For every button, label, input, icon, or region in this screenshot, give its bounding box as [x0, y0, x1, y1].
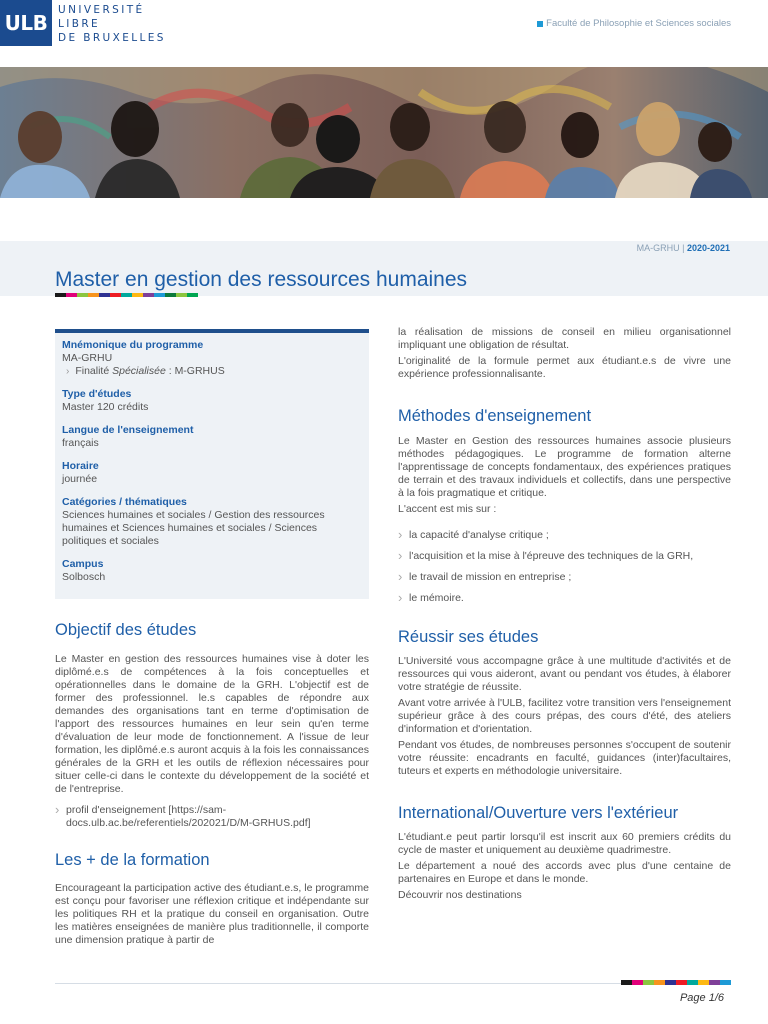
reussir-p3: Pendant vos études, de nombreuses personnes s'occupent de soutenir votre réussite: encadrants en faculté, guidances (inter)facultaires, tuteurs et experts en méthodologie universitaire. [398, 739, 731, 777]
finalite-type: Spécialisée [112, 365, 166, 377]
campus-label: Campus [62, 558, 104, 570]
type-label: Type d'études [62, 388, 132, 400]
methodes-heading: Méthodes d'enseignement [398, 407, 592, 425]
color-strip-segment [154, 293, 165, 297]
categories-label: Catégories / thématiques [62, 496, 187, 508]
color-strip-segment [132, 293, 143, 297]
logo-line-3: DE BRUXELLES [58, 32, 166, 44]
objectif-text: Le Master en gestion des ressources humaines vise à doter les diplômé.e.s de compétences à la fois conceptuelles et opérationnelles dans le domaine de la GRH. L'objectif est de former des professionnel. le.s capables de répondre aux demandes des organisations tant en terme d'optimisation de l'apport des ressources humaines en leur sein qu'en terme d'évaluation de leur mode de fonctionnement. A l'issue de leur formation, les diplômé.e.s auront acquis à la fois les connaissances générales de la GRH et les outils de réflexion nécessaires pour situer celle-ci dans le contexte du développement de la société et de l'entreprise. [55, 653, 369, 795]
page-title: Master en gestion des ressources humaines [55, 268, 468, 291]
plus-text: Encourageant la participation active des étudiant.e.s, le programme est conçu pour favoriser une réflexion critique et indépendante sur les politiques RH et la pratique du conseil en organisation. Outre les matières enseignées de manière plus traditionnelle, il comporte une dimension pratique à partir de [55, 882, 370, 946]
color-strip-segment [720, 980, 731, 985]
color-strip-segment [709, 980, 720, 985]
international-heading: International/Ouverture vers l'extérieur [398, 804, 679, 822]
international-p1: L'étudiant.e peut partir lorsqu'il est inscrit aux 60 premiers crédits du cycle de master et uniquement au deuxième quadrimestre. [398, 831, 731, 856]
methodes-text: Le Master en Gestion des ressources humaines associe plusieurs méthodes pédagogiques. Le programme de formation alterne l'apprentissage de concepts fondamentaux, des expériences pratiques de terrain et des travaux individuels et collectifs, dans une perspective à la fois pragmatique et critique. [398, 435, 731, 499]
program-code-year [637, 243, 730, 253]
color-strip-segment [676, 980, 687, 985]
color-strip-segment [176, 293, 187, 297]
color-strip-segment [143, 293, 154, 297]
color-strip-segment [66, 293, 77, 297]
langue-label: Langue de l'enseignement [62, 424, 194, 436]
color-strip-segment [110, 293, 121, 297]
color-strip-segment [632, 980, 643, 985]
horaire-value: journée [62, 473, 98, 485]
campus-value: Solbosch [62, 571, 106, 583]
methodes-accent: L'accent est mis sur : [398, 503, 497, 515]
color-strip-segment [187, 293, 198, 297]
color-strip-segment [121, 293, 132, 297]
type-value: Master 120 crédits [62, 401, 149, 413]
footer-color-strip [621, 980, 731, 985]
right-column [398, 326, 731, 902]
color-strip-segment [698, 980, 709, 985]
objectif-heading: Objectif des études [55, 621, 197, 639]
plus-continued: la réalisation de missions de conseil en milieu organisationnel impliquant une obligation de résultat. [398, 326, 731, 351]
international-p2: Le département a noué des accords avec plus d'une centaine de partenaires en Europe et dans le monde. [398, 860, 731, 885]
ulb-logo: ULB [0, 0, 52, 46]
logo-line-2: LIBRE [58, 18, 101, 30]
reussir-heading: Réussir ses études [398, 628, 539, 646]
methodes-bullet: › la capacité d'analyse critique ; [398, 529, 731, 542]
profil-link[interactable]: › profil d'enseignement [https://sam-docs.ulb.ac.be/referentiels/202021/D/M-GRHUS.pdf] [55, 804, 369, 830]
reussir-p1: L'Université vous accompagne grâce à une multitude d'activités et de ressources qui vous aideront, avant ou pendant vos études, à élaborer votre stratégie de réussite. [398, 655, 731, 693]
color-strip-segment [88, 293, 99, 297]
logo-line-1: UNIVERSITÉ [58, 4, 145, 16]
methodes-bullet: › l'acquisition et la mise à l'épreuve des techniques de la GRH, [398, 550, 731, 563]
methodes-bullet: › le travail de mission en entreprise ; [398, 571, 731, 584]
faculty-name: Faculté de Philosophie et Sciences sociales [546, 18, 731, 29]
program-code: MA-GRHU [636, 243, 680, 253]
faculty-label [537, 18, 731, 29]
finalite-line [62, 365, 362, 378]
color-strip-segment [55, 293, 66, 297]
color-strip-segment [654, 980, 665, 985]
color-strip-segment [643, 980, 654, 985]
plus-originalite: L'originalité de la formule permet aux étudiant.e.s de vivre une expérience professionnalisante. [398, 355, 731, 380]
langue-value: français [62, 437, 99, 449]
academic-year: 2020-2021 [686, 243, 730, 253]
banner-photo [0, 67, 768, 198]
program-info-box [55, 329, 369, 599]
left-column [55, 620, 369, 947]
page-number: Page 1/6 [679, 992, 724, 1004]
horaire-label: Horaire [62, 460, 99, 472]
color-strip-segment [621, 980, 632, 985]
university-name [58, 3, 166, 45]
chevron-right-icon: › [66, 366, 70, 377]
color-strip-segment [687, 980, 698, 985]
color-strip-segment [665, 980, 676, 985]
title-color-strip [55, 293, 198, 297]
color-strip-segment [77, 293, 88, 297]
code-separator: | [682, 243, 685, 253]
finalite-prefix: Finalité [75, 365, 113, 377]
square-bullet-icon [537, 21, 543, 27]
methodes-bullet: › le mémoire. [398, 592, 731, 605]
mnemo-label: Mnémonique du programme [62, 339, 204, 351]
color-strip-segment [165, 293, 176, 297]
destinations-link[interactable]: Découvrir nos destinations [398, 889, 522, 901]
reussir-p2: Avant votre arrivée à l'ULB, facilitez votre transition vers l'enseignement supérieur grâce à des cours prépas, des cours d'été, des ateliers d'information et d'orientation. [398, 697, 731, 735]
plus-heading: Les + de la formation [55, 851, 210, 869]
categories-value: Sciences humaines et sociales / Gestion des ressources humaines et Sciences humaines et sociales / Sciences politiques et sociales [62, 509, 325, 547]
color-strip-segment [99, 293, 110, 297]
finalite-code: : M-GRHUS [165, 365, 225, 377]
mnemo-value: MA-GRHU [62, 352, 113, 364]
